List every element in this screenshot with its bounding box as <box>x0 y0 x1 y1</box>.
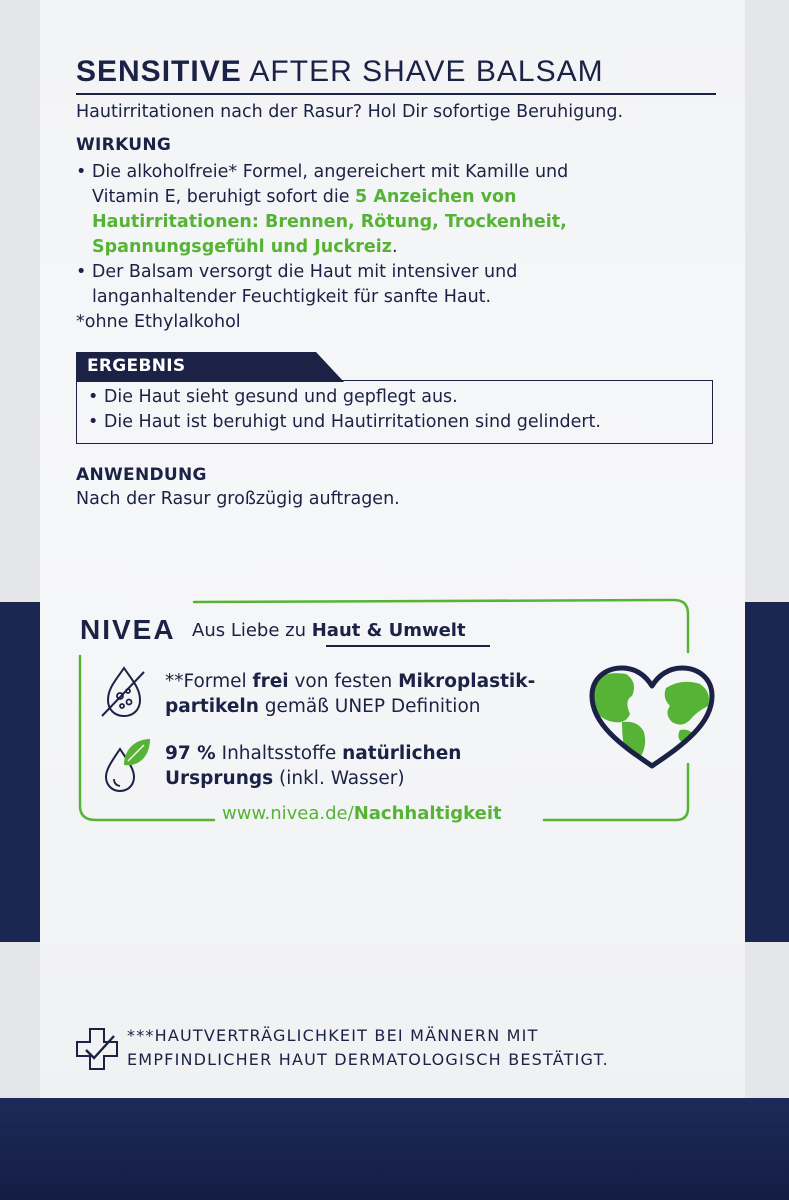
highlight-text: Spannungsgefühl und Juckreiz <box>92 237 392 257</box>
text-span: . <box>391 237 398 257</box>
wirkung-bullet-1-line-2 <box>76 185 568 210</box>
bottom-navy-band <box>0 1098 789 1200</box>
wirkung-heading: WIRKUNG <box>76 135 172 155</box>
ergebnis-heading: ERGEBNIS <box>87 356 186 376</box>
text-span: gemäß UNEP Definition <box>258 696 481 717</box>
ergebnis-list <box>88 385 601 435</box>
leaf-drop-icon <box>98 735 154 795</box>
sustainability-url[interactable] <box>222 803 502 824</box>
wirkung-list <box>76 160 568 335</box>
ergebnis-line-2: • Die Haut ist beruhigt und Hautirritationen sind gelindert. <box>88 412 601 432</box>
nivea-logo: NIVEA <box>80 614 176 645</box>
eco-item-line <box>165 741 461 766</box>
title-divider <box>76 93 716 95</box>
text-span: Inhaltsstoffe <box>215 743 343 764</box>
bold-span: Mikroplastik- <box>398 671 536 692</box>
highlight-text: 5 Anzeichen von <box>355 187 517 207</box>
wirkung-bullet-2-line-1: • Der Balsam versorgt die Haut mit intensiver und <box>76 262 518 282</box>
ergebnis-line-1: • Die Haut sieht gesund und gepflegt aus. <box>88 387 458 407</box>
medical-cross-icon <box>74 1026 120 1072</box>
eco-item-line <box>165 766 461 791</box>
claim-text: Aus Liebe zu <box>192 620 312 641</box>
title-strong: SENSITIVE <box>76 55 242 88</box>
wirkung-bullet-1-line-1: • Die alkoholfreie* Formel, angereichert mit Kamille und <box>76 162 569 182</box>
eco-claim <box>192 620 466 641</box>
heart-globe-icon <box>586 662 718 774</box>
text-span: (inkl. Wasser) <box>273 768 405 789</box>
wirkung-bullet-1-line-3: Hautirritationen: Brennen, Rötung, Trockenheit, <box>92 212 567 232</box>
right-navy-band <box>745 602 789 942</box>
bold-span: frei <box>252 671 289 692</box>
anwendung-heading: ANWENDUNG <box>76 465 207 485</box>
bold-span: Ursprungs <box>165 768 274 789</box>
wirkung-bullet-1-line-4 <box>76 235 568 260</box>
claim-bold: Haut & Umwelt <box>311 620 466 641</box>
eco-item-line <box>165 694 535 719</box>
bold-span: natürlichen <box>342 743 462 764</box>
eco-item-microplastic <box>165 669 535 719</box>
left-navy-band <box>0 602 40 942</box>
claim-underline <box>326 645 490 647</box>
dermatology-note <box>127 1024 609 1072</box>
no-microplastic-icon <box>94 662 150 722</box>
title-rest: AFTER SHAVE BALSAM <box>249 55 604 88</box>
product-title <box>76 55 604 89</box>
url-bold: Nachhaltigkeit <box>353 803 502 824</box>
text-span: von festen <box>288 671 399 692</box>
wirkung-bullet-2-line-2: langanhaltender Feuchtigkeit für sanfte Haut. <box>92 287 492 307</box>
anwendung-text: Nach der Rasur großzügig auftragen. <box>76 489 400 509</box>
derm-line-2: EMPFINDLICHER HAUT DERMATOLOGISCH BESTÄTIGT. <box>127 1050 609 1069</box>
url-text: www.nivea.de/ <box>222 803 354 824</box>
eco-item-line <box>165 669 535 694</box>
eco-item-natural <box>165 741 461 791</box>
bold-span: 97 % <box>165 743 216 764</box>
bold-span: partikeln <box>165 696 259 717</box>
text-span: **Formel <box>165 671 253 692</box>
derm-line-1: ***HAUTVERTRÄGLICHKEIT BEI MÄNNERN MIT <box>127 1026 539 1045</box>
text-span: Vitamin E, beruhigt sofort die <box>92 187 356 207</box>
footnote: *ohne Ethylalkohol <box>76 312 241 332</box>
subtitle: Hautirritationen nach der Rasur? Hol Dir sofortige Beruhigung. <box>76 102 624 122</box>
